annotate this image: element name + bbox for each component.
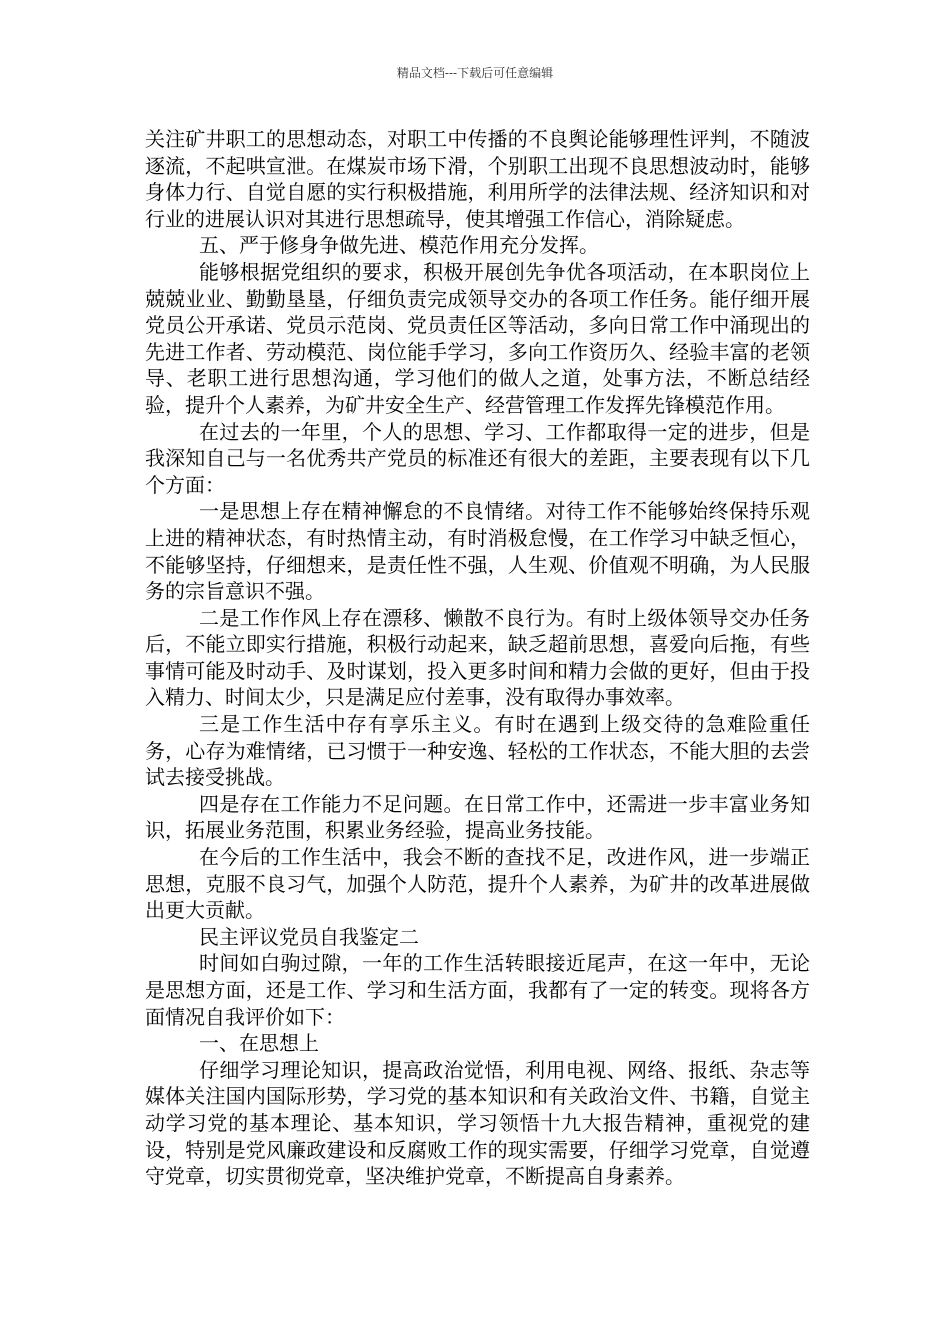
paragraph: 四是存在工作能力不足问题。在日常工作中，还需进一步丰富业务知识，拓展业务范围，积累业务经验，提高业务技能。 [145, 791, 810, 843]
paragraph: 二是工作作风上存在漂移、懒散不良行为。有时上级体领导交办任务后，不能立即实行措施，积极行动起来，缺乏超前思想，喜爱向后拖，有些事情可能及时动手、及时谋划，投入更多时间和精力会做的更好，但由于投入精力、时间太少，只是满足应付差事，没有取得办事效率。 [145, 605, 810, 710]
paragraph: 三是工作生活中存有享乐主义。有时在遇到上级交待的急难险重任务，心存为难情绪，已习惯于一种安逸、轻松的工作状态，不能大胆的去尝试去接受挑战。 [145, 712, 810, 790]
section-heading: 五、严于修身争做先进、模范作用充分发挥。 [199, 233, 599, 258]
paragraph: 能够根据党组织的要求，积极开展创先争优各项活动，在本职岗位上兢兢业业、勤勤垦垦，仔细负责完成领导交办的各项工作任务。能仔细开展党员公开承诺、党员示范岗、党员责任区等活动，多向日常工作中涌现出的先进工作者、劳动模范、岗位能手学习，多向工作资历久、经验丰富的老领导、老职工进行思想沟通，学习他们的做人之道，处事方法，不断总结经验，提升个人素养，为矿井安全生产、经营管理工作发挥先锋模范作用。 [145, 259, 810, 417]
paragraph: 时间如白驹过隙，一年的工作生活转眼接近尾声，在这一年中，无论是思想方面，还是工作、学习和生活方面，我都有了一定的转变。现将各方面情况自我评价如下： [145, 951, 810, 1029]
section-heading: 一、在思想上 [199, 1031, 319, 1056]
paragraph: 在今后的工作生活中，我会不断的查找不足，改进作风，进一步端正思想，克服不良习气，加强个人防范，提升个人素养，为矿井的改革进展做出更大贡献。 [145, 845, 810, 923]
paragraph: 关注矿井职工的思想动态，对职工中传播的不良舆论能够理性评判，不随波逐流，不起哄宣泄。在煤炭市场下滑，个别职工出现不良思想波动时，能够身体力行、自觉自愿的实行积极措施，利用所学的法律法规、经济知识和对行业的进展认识对其进行思想疏导，使其增强工作信心，消除疑虑。 [145, 127, 810, 231]
document-title: 民主评议党员自我鉴定二 [199, 924, 419, 949]
document-body [145, 126, 810, 1190]
paragraph: 仔细学习理论知识，提高政治觉悟，利用电视、网络、报纸、杂志等媒体关注国内国际形势，学习党的基本知识和有关政治文件、书籍，自觉主动学习党的基本理论、基本知识，学习领悟十九大报告精神，重视党的建设，特别是党风廉政建设和反腐败工作的现实需要，仔细学习党章，自觉遵守党章，切实贯彻党章，坚决维护党章，不断提高自身素养。 [145, 1057, 810, 1189]
paragraph: 在过去的一年里，个人的思想、学习、工作都取得一定的进步，但是我深知自己与一名优秀共产党员的标准还有很大的差距，主要表现有以下几个方面： [145, 419, 810, 497]
page-header: 精品文档---下载后可任意编辑 [396, 66, 554, 80]
paragraph: 一是思想上存在精神懈怠的不良情绪。对待工作不能够始终保持乐观上进的精神状态，有时热情主动，有时消极怠慢，在工作学习中缺乏恒心，不能够坚持，仔细想来，是责任性不强，人生观、价值观不明确，为人民服务的宗旨意识不强。 [145, 499, 810, 604]
